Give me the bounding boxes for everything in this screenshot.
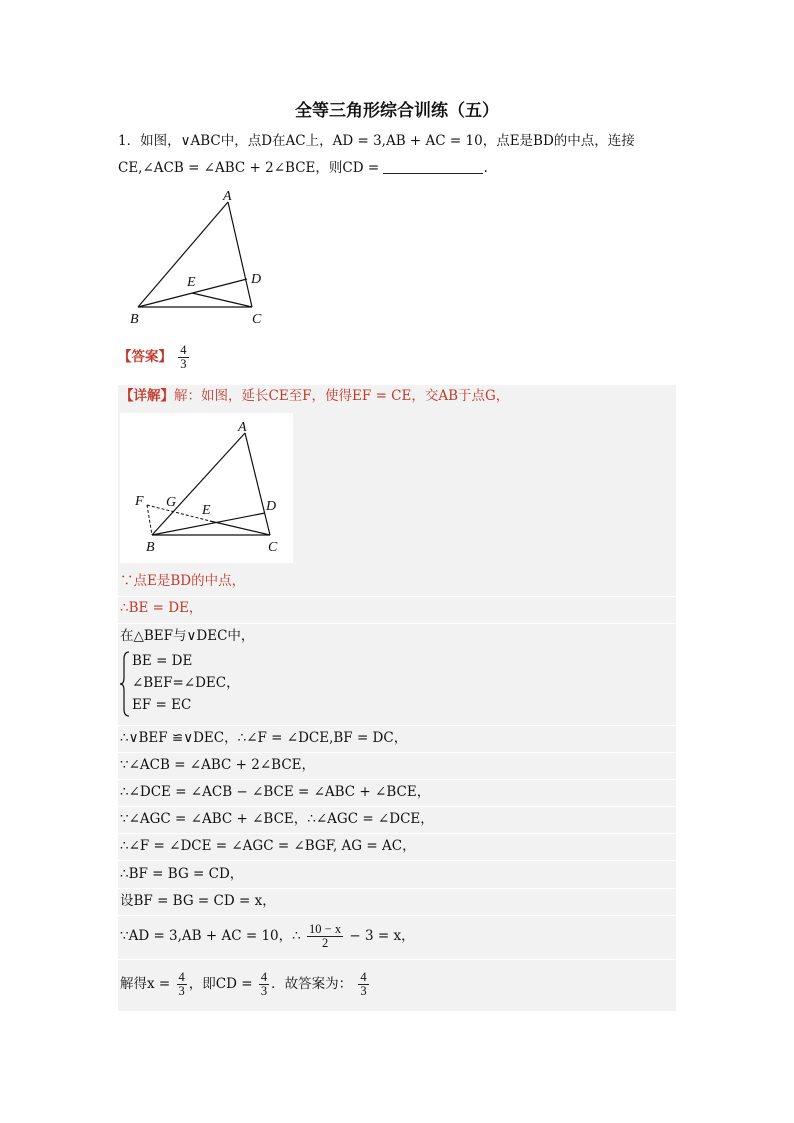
step-6: ∴∠DCE = ∠ACB − ∠BCE = ∠ABC + ∠BCE， bbox=[120, 784, 431, 800]
question-number: 1． bbox=[118, 133, 141, 149]
label-a-2: A bbox=[238, 420, 247, 435]
row-separator bbox=[118, 623, 676, 624]
system-line-3: EF = EC bbox=[132, 697, 192, 713]
label-g-2: G bbox=[166, 495, 177, 510]
step-1: ∵点E是BD的中点， bbox=[120, 573, 246, 589]
final-text-1: 解得x = bbox=[120, 976, 171, 992]
step-10: 设BF = BG = CD = x， bbox=[120, 893, 276, 909]
question-end: . bbox=[483, 160, 488, 176]
final-numerator-1: 4 bbox=[178, 970, 185, 984]
final-numerator-2: 4 bbox=[260, 970, 268, 984]
step-4: ∴∨BEF ≌∨DEC，∴∠F = ∠DCE,BF = DC， bbox=[120, 730, 408, 746]
step-5: ∵∠ACB = ∠ABC + 2∠BCE， bbox=[120, 757, 316, 773]
triangle-figure-1 bbox=[126, 190, 276, 330]
label-a: A bbox=[223, 190, 232, 204]
label-d: D bbox=[251, 272, 262, 287]
final-fraction-3 bbox=[358, 971, 368, 998]
final-fraction-2 bbox=[259, 971, 269, 998]
answer-tag: 【答案】 bbox=[118, 349, 172, 365]
equation-line bbox=[120, 921, 415, 951]
answer-line bbox=[118, 344, 191, 371]
question-text-2: CE,∠ACB = ∠ABC + 2∠BCE，则CD = bbox=[118, 160, 380, 176]
row-separator bbox=[118, 915, 676, 916]
label-b: B bbox=[130, 312, 139, 327]
row-separator bbox=[118, 779, 676, 780]
segment-ab bbox=[138, 202, 228, 307]
row-separator bbox=[118, 860, 676, 861]
equation-pre: ∵AD = 3,AB + AC = 10，∴ bbox=[120, 928, 301, 944]
answer-numerator: 4 bbox=[180, 343, 187, 357]
detail-intro-text: 解：如图，延长CE至F，使得EF = CE，交AB于点G， bbox=[174, 388, 510, 404]
detail-tag: 【详解】 bbox=[120, 388, 174, 404]
system-line-2: ∠BEF=∠DEC， bbox=[132, 675, 240, 691]
row-separator bbox=[118, 959, 676, 960]
equation-denominator: 2 bbox=[321, 936, 329, 950]
equation-system bbox=[120, 651, 320, 719]
label-b-2: B bbox=[146, 540, 155, 555]
final-numerator-3: 4 bbox=[360, 970, 367, 984]
step-7: ∵∠AGC = ∠ABC + ∠BCE，∴∠AGC = ∠DCE， bbox=[120, 811, 434, 827]
final-denominator-1: 3 bbox=[178, 984, 185, 998]
segment-bf-dashed bbox=[147, 505, 152, 535]
segment-ce bbox=[192, 293, 252, 307]
system-line-1: BE = DE bbox=[132, 653, 193, 669]
question-text-1: 如图，∨ABC中，点D在AC上，AD = 3,AB + AC = 10，点E是BD的中点，连接 bbox=[140, 133, 635, 149]
question-line-1 bbox=[118, 131, 635, 151]
row-separator bbox=[118, 752, 676, 753]
label-d-2: D bbox=[266, 499, 277, 514]
row-separator bbox=[118, 725, 676, 726]
step-2: ∴BE = DE， bbox=[120, 600, 203, 616]
step-9: ∴BF = BG = CD， bbox=[120, 866, 244, 882]
label-f-2: F bbox=[135, 494, 144, 509]
segment-ac-2 bbox=[245, 433, 270, 535]
row-separator bbox=[118, 888, 676, 889]
final-denominator-2: 3 bbox=[260, 984, 268, 998]
row-separator bbox=[118, 833, 676, 834]
final-text-2: ，即CD = bbox=[188, 976, 253, 992]
final-fraction-1 bbox=[177, 971, 187, 998]
label-c: C bbox=[252, 312, 262, 327]
segment-ac bbox=[228, 202, 252, 307]
question-line-2 bbox=[118, 158, 488, 178]
step-3: 在△BEF与∨DEC中， bbox=[120, 628, 255, 644]
final-text-3: ．故答案为： bbox=[271, 976, 353, 992]
final-line bbox=[120, 969, 371, 999]
label-e: E bbox=[187, 275, 196, 290]
solution-detail bbox=[118, 385, 676, 1011]
equation-post: − 3 = x， bbox=[349, 928, 415, 944]
triangle-figure-2 bbox=[120, 413, 293, 563]
page-title: 全等三角形综合训练（五） bbox=[295, 101, 499, 121]
row-separator bbox=[118, 806, 676, 807]
answer-fraction bbox=[178, 344, 188, 371]
step-8: ∴∠F = ∠DCE = ∠AGC = ∠BGF, AG = AC， bbox=[120, 838, 416, 854]
label-c-2: C bbox=[268, 540, 278, 555]
left-brace-icon bbox=[120, 651, 130, 717]
segment-ef-dashed bbox=[147, 505, 210, 521]
row-separator bbox=[118, 596, 676, 597]
detail-intro bbox=[120, 386, 509, 406]
label-e-2: E bbox=[202, 503, 211, 518]
equation-numerator: 10 − x bbox=[309, 922, 342, 936]
figure-2-frame bbox=[120, 413, 293, 563]
equation-fraction bbox=[307, 923, 343, 950]
segment-ce-2 bbox=[210, 521, 270, 535]
answer-blank bbox=[383, 159, 483, 174]
final-denominator-3: 3 bbox=[360, 984, 367, 998]
answer-denominator: 3 bbox=[180, 357, 187, 371]
